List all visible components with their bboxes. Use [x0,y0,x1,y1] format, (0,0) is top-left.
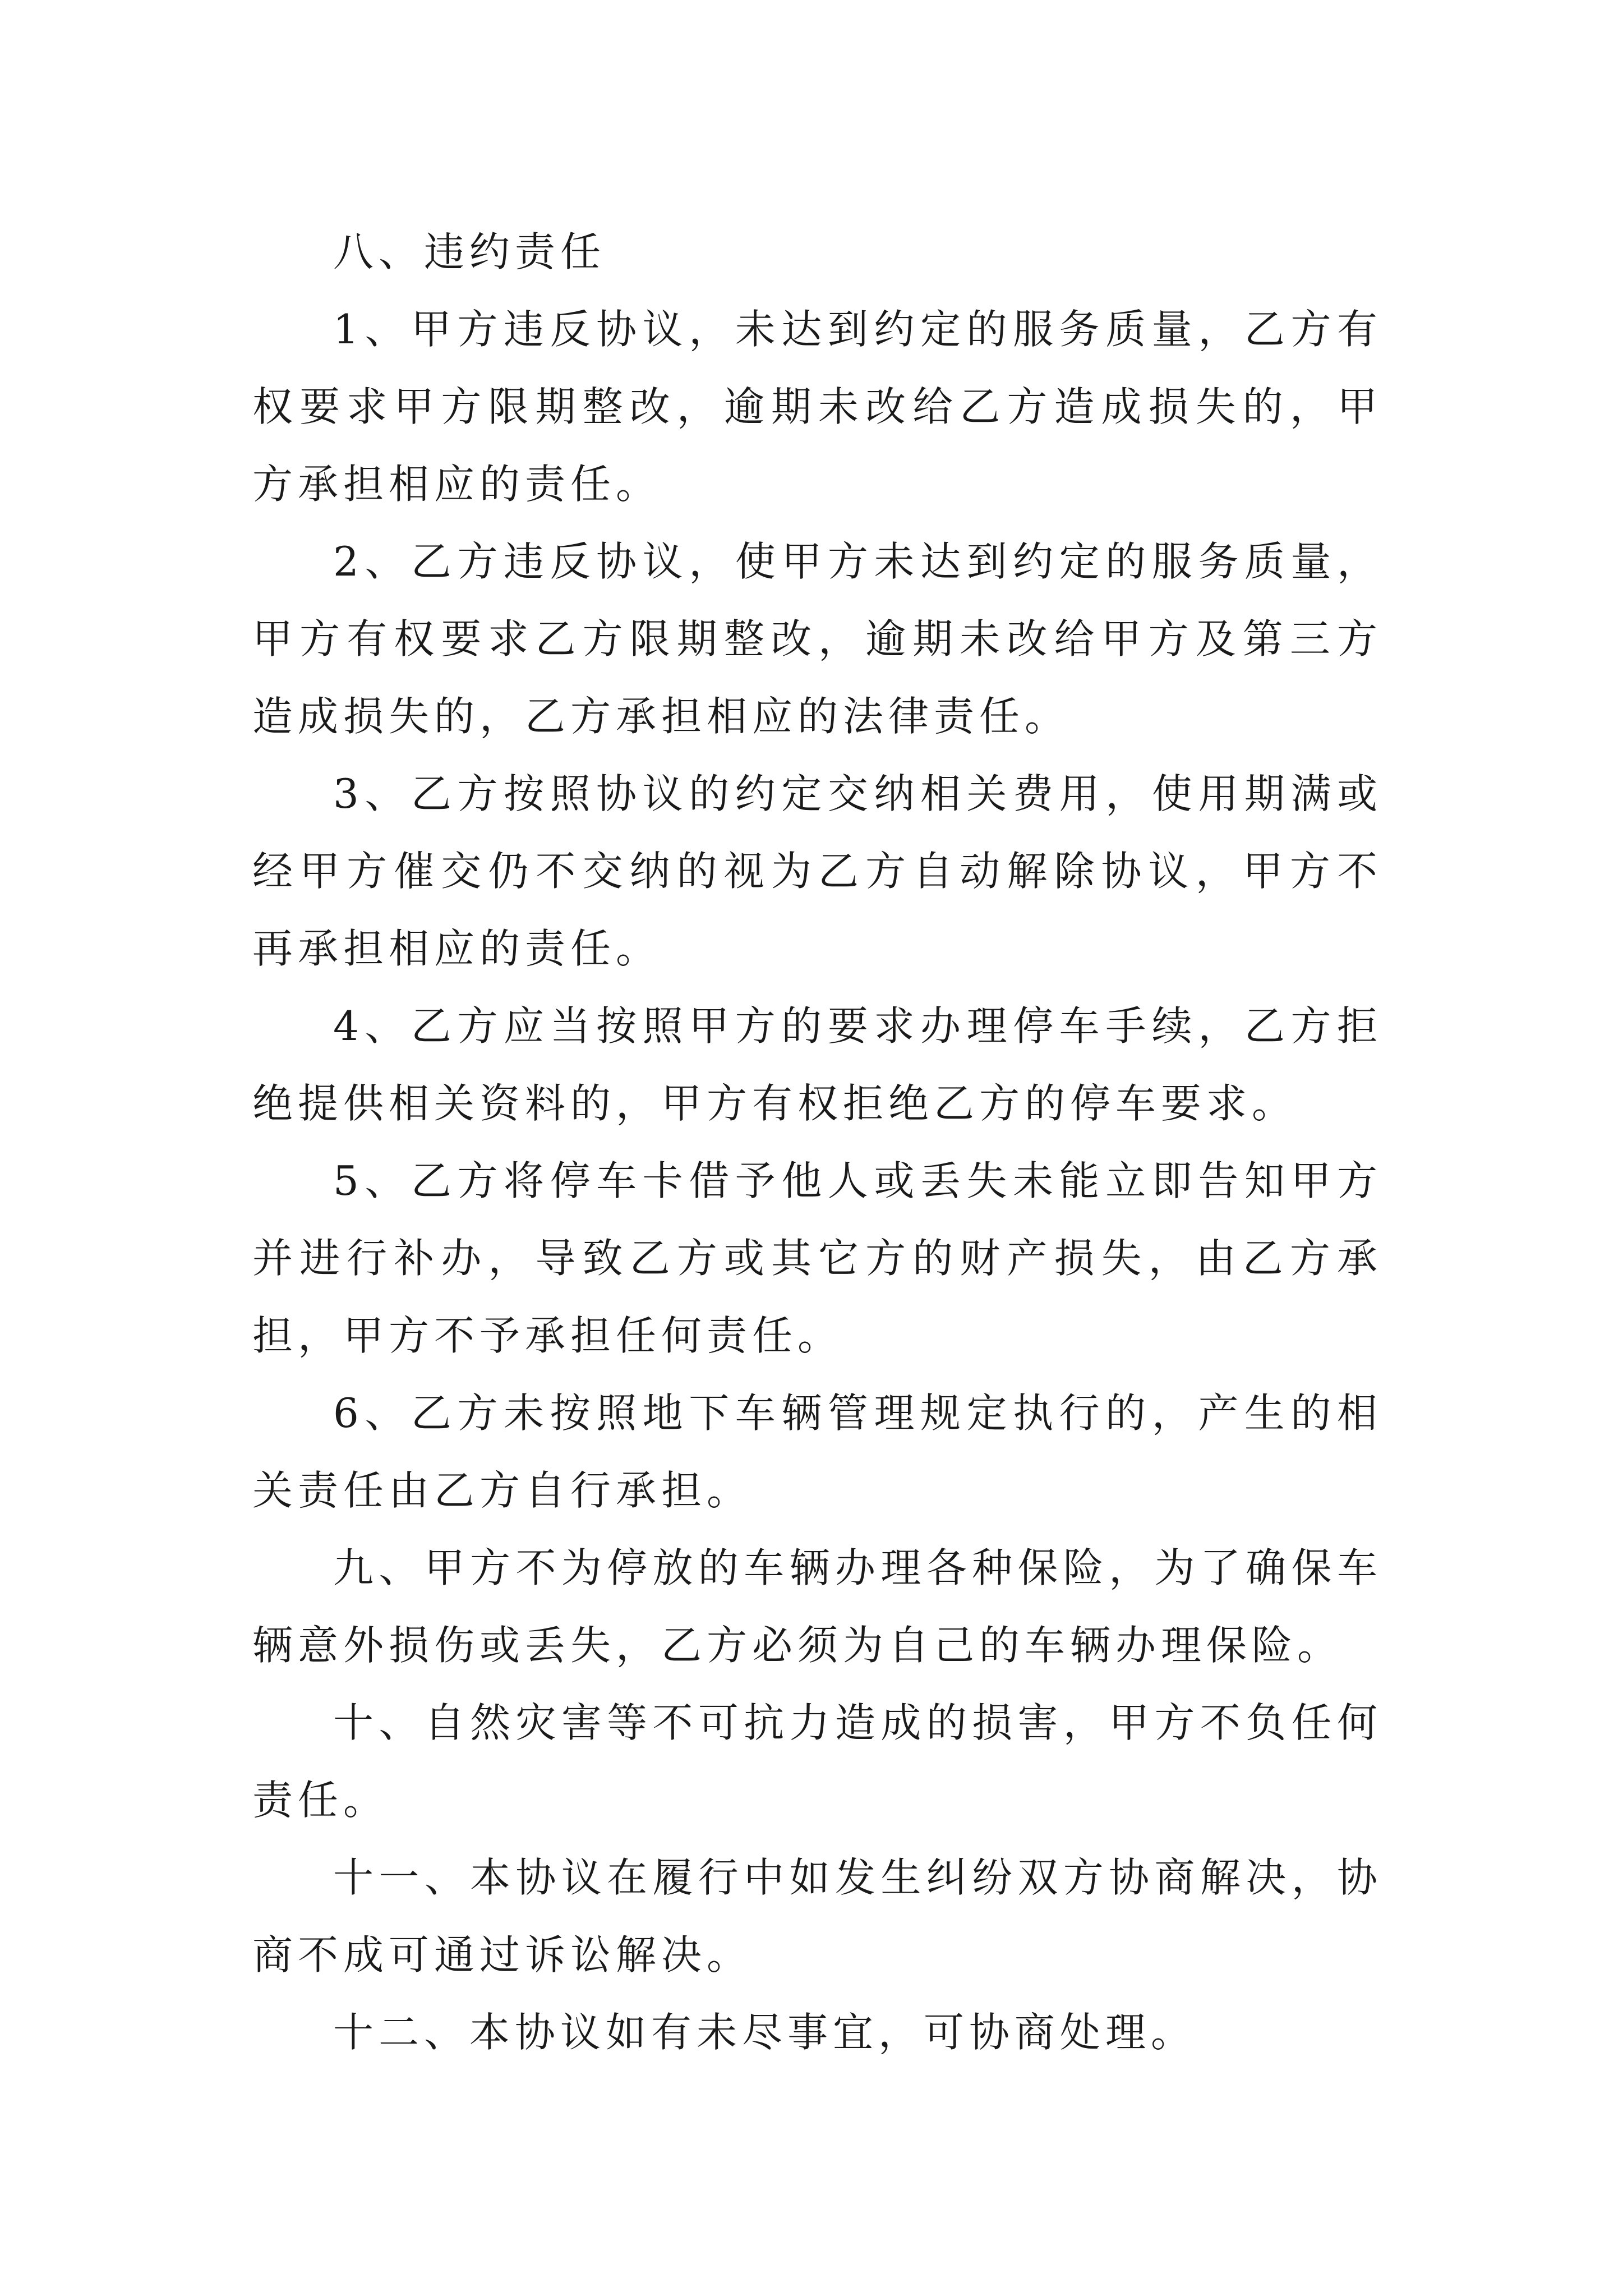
clause-paragraph: 1、甲方违反协议，未达到约定的服务质量，乙方有权要求甲方限期整改，逾期未改给乙方造成损失的，甲方承担相应的责任。 [252,306,1382,508]
clause-paragraph: 4、乙方应当按照甲方的要求办理停车手续，乙方拒绝提供相关资料的，甲方有权拒绝乙方的停车要求。 [252,1002,1382,1127]
article-paragraph-disputes: 十一、本协议在履行中如发生纠纷双方协商解决，协商不成可通过诉讼解决。 [252,1854,1382,1978]
article-paragraph-unresolved-matters: 十二、本协议如有未尽事宜，可协商处理。 [333,2009,1197,2056]
clause-paragraph: 5、乙方将停车卡借予他人或丢失未能立即告知甲方并进行补办，导致乙方或其它方的财产损失，由乙方承担，甲方不予承担任何责任。 [252,1157,1382,1359]
section-heading-breach-liability: 八、违约责任 [333,228,606,275]
article-paragraph-force-majeure: 十、自然灾害等不可抗力造成的损害，甲方不负任何责任。 [252,1699,1382,1824]
article-paragraph-insurance: 九、甲方不为停放的车辆办理各种保险，为了确保车辆意外损伤或丢失，乙方必须为自己的车辆办理保险。 [252,1544,1382,1669]
clause-paragraph: 2、乙方违反协议，使甲方未达到约定的服务质量，甲方有权要求乙方限期整改，逾期未改给甲方及第三方造成损失的，乙方承担相应的法律责任。 [252,538,1382,740]
document-body [252,213,1382,2071]
clause-paragraph: 6、乙方未按照地下车辆管理规定执行的，产生的相关责任由乙方自行承担。 [252,1389,1382,1514]
clause-paragraph: 3、乙方按照协议的约定交纳相关费用，使用期满或经甲方催交仍不交纳的视为乙方自动解除协议，甲方不再承担相应的责任。 [252,770,1382,972]
